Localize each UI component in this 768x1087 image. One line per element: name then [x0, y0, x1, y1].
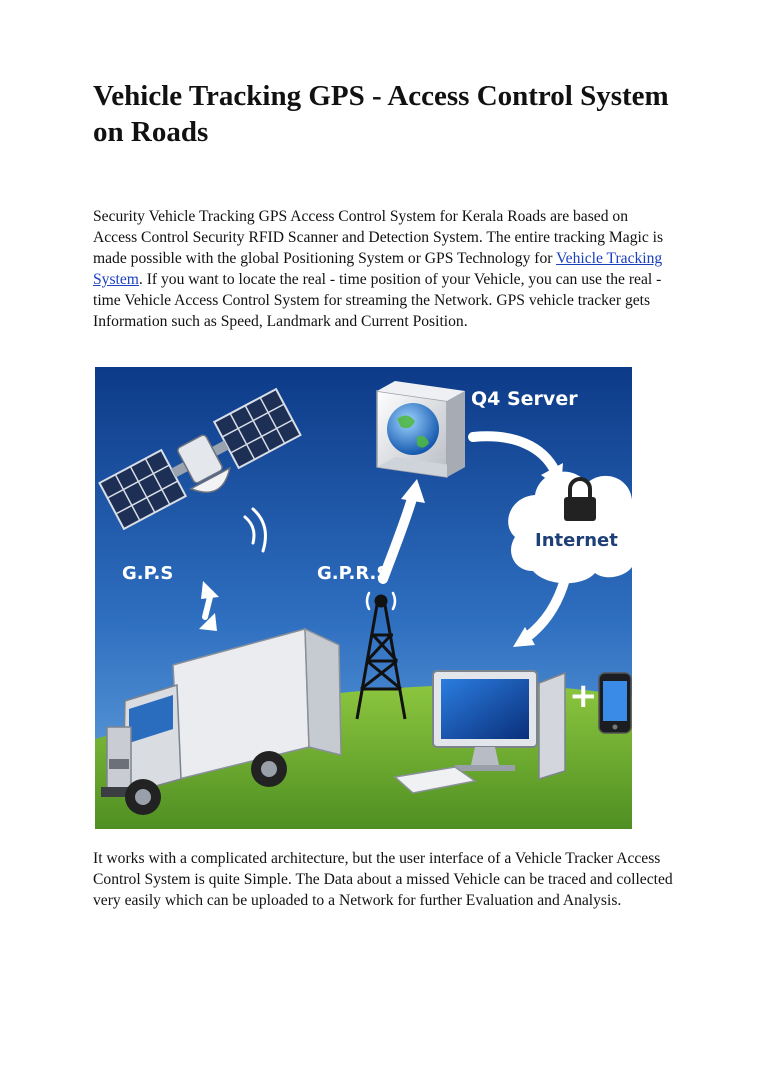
- gps-tracking-diagram: [95, 367, 632, 829]
- intro-text-before-link: Security Vehicle Tracking GPS Access Control System for Kerala Roads are based on Access Control Security RFID Scanner and Detection System. The entire tracking Magic is made possible with the global Positioning System or GPS Technology for: [93, 208, 664, 267]
- gprs-label: G.P.R.S: [317, 563, 390, 584]
- internet-label: Internet: [535, 530, 618, 551]
- document-title: Vehicle Tracking GPS - Access Control System on Roads: [93, 80, 669, 148]
- globe-icon: [387, 403, 439, 455]
- intro-paragraph: [93, 206, 673, 332]
- server-label: Q4 Server: [471, 388, 578, 410]
- plus-sign: +: [569, 676, 598, 716]
- closing-paragraph: It works with a complicated architecture, but the user interface of a Vehicle Tracker Access Control System is quite Simple. The Data about a missed Vehicle can be traced and collected very easily which can be uploaded to a Network for further Evaluation and Analysis.: [93, 850, 673, 909]
- gps-label: G.P.S: [122, 563, 174, 584]
- smartphone-icon: [599, 673, 631, 733]
- vehicle-tracking-system-link[interactable]: Vehicle Tracking System: [93, 250, 663, 288]
- intro-text-after-link: . If you want to locate the real - time position of your Vehicle, you can use the real - time Vehicle Access Control System for streaming the Network. GPS vehicle tracker gets Information such as Speed, Landmark and Current Position.: [93, 271, 662, 330]
